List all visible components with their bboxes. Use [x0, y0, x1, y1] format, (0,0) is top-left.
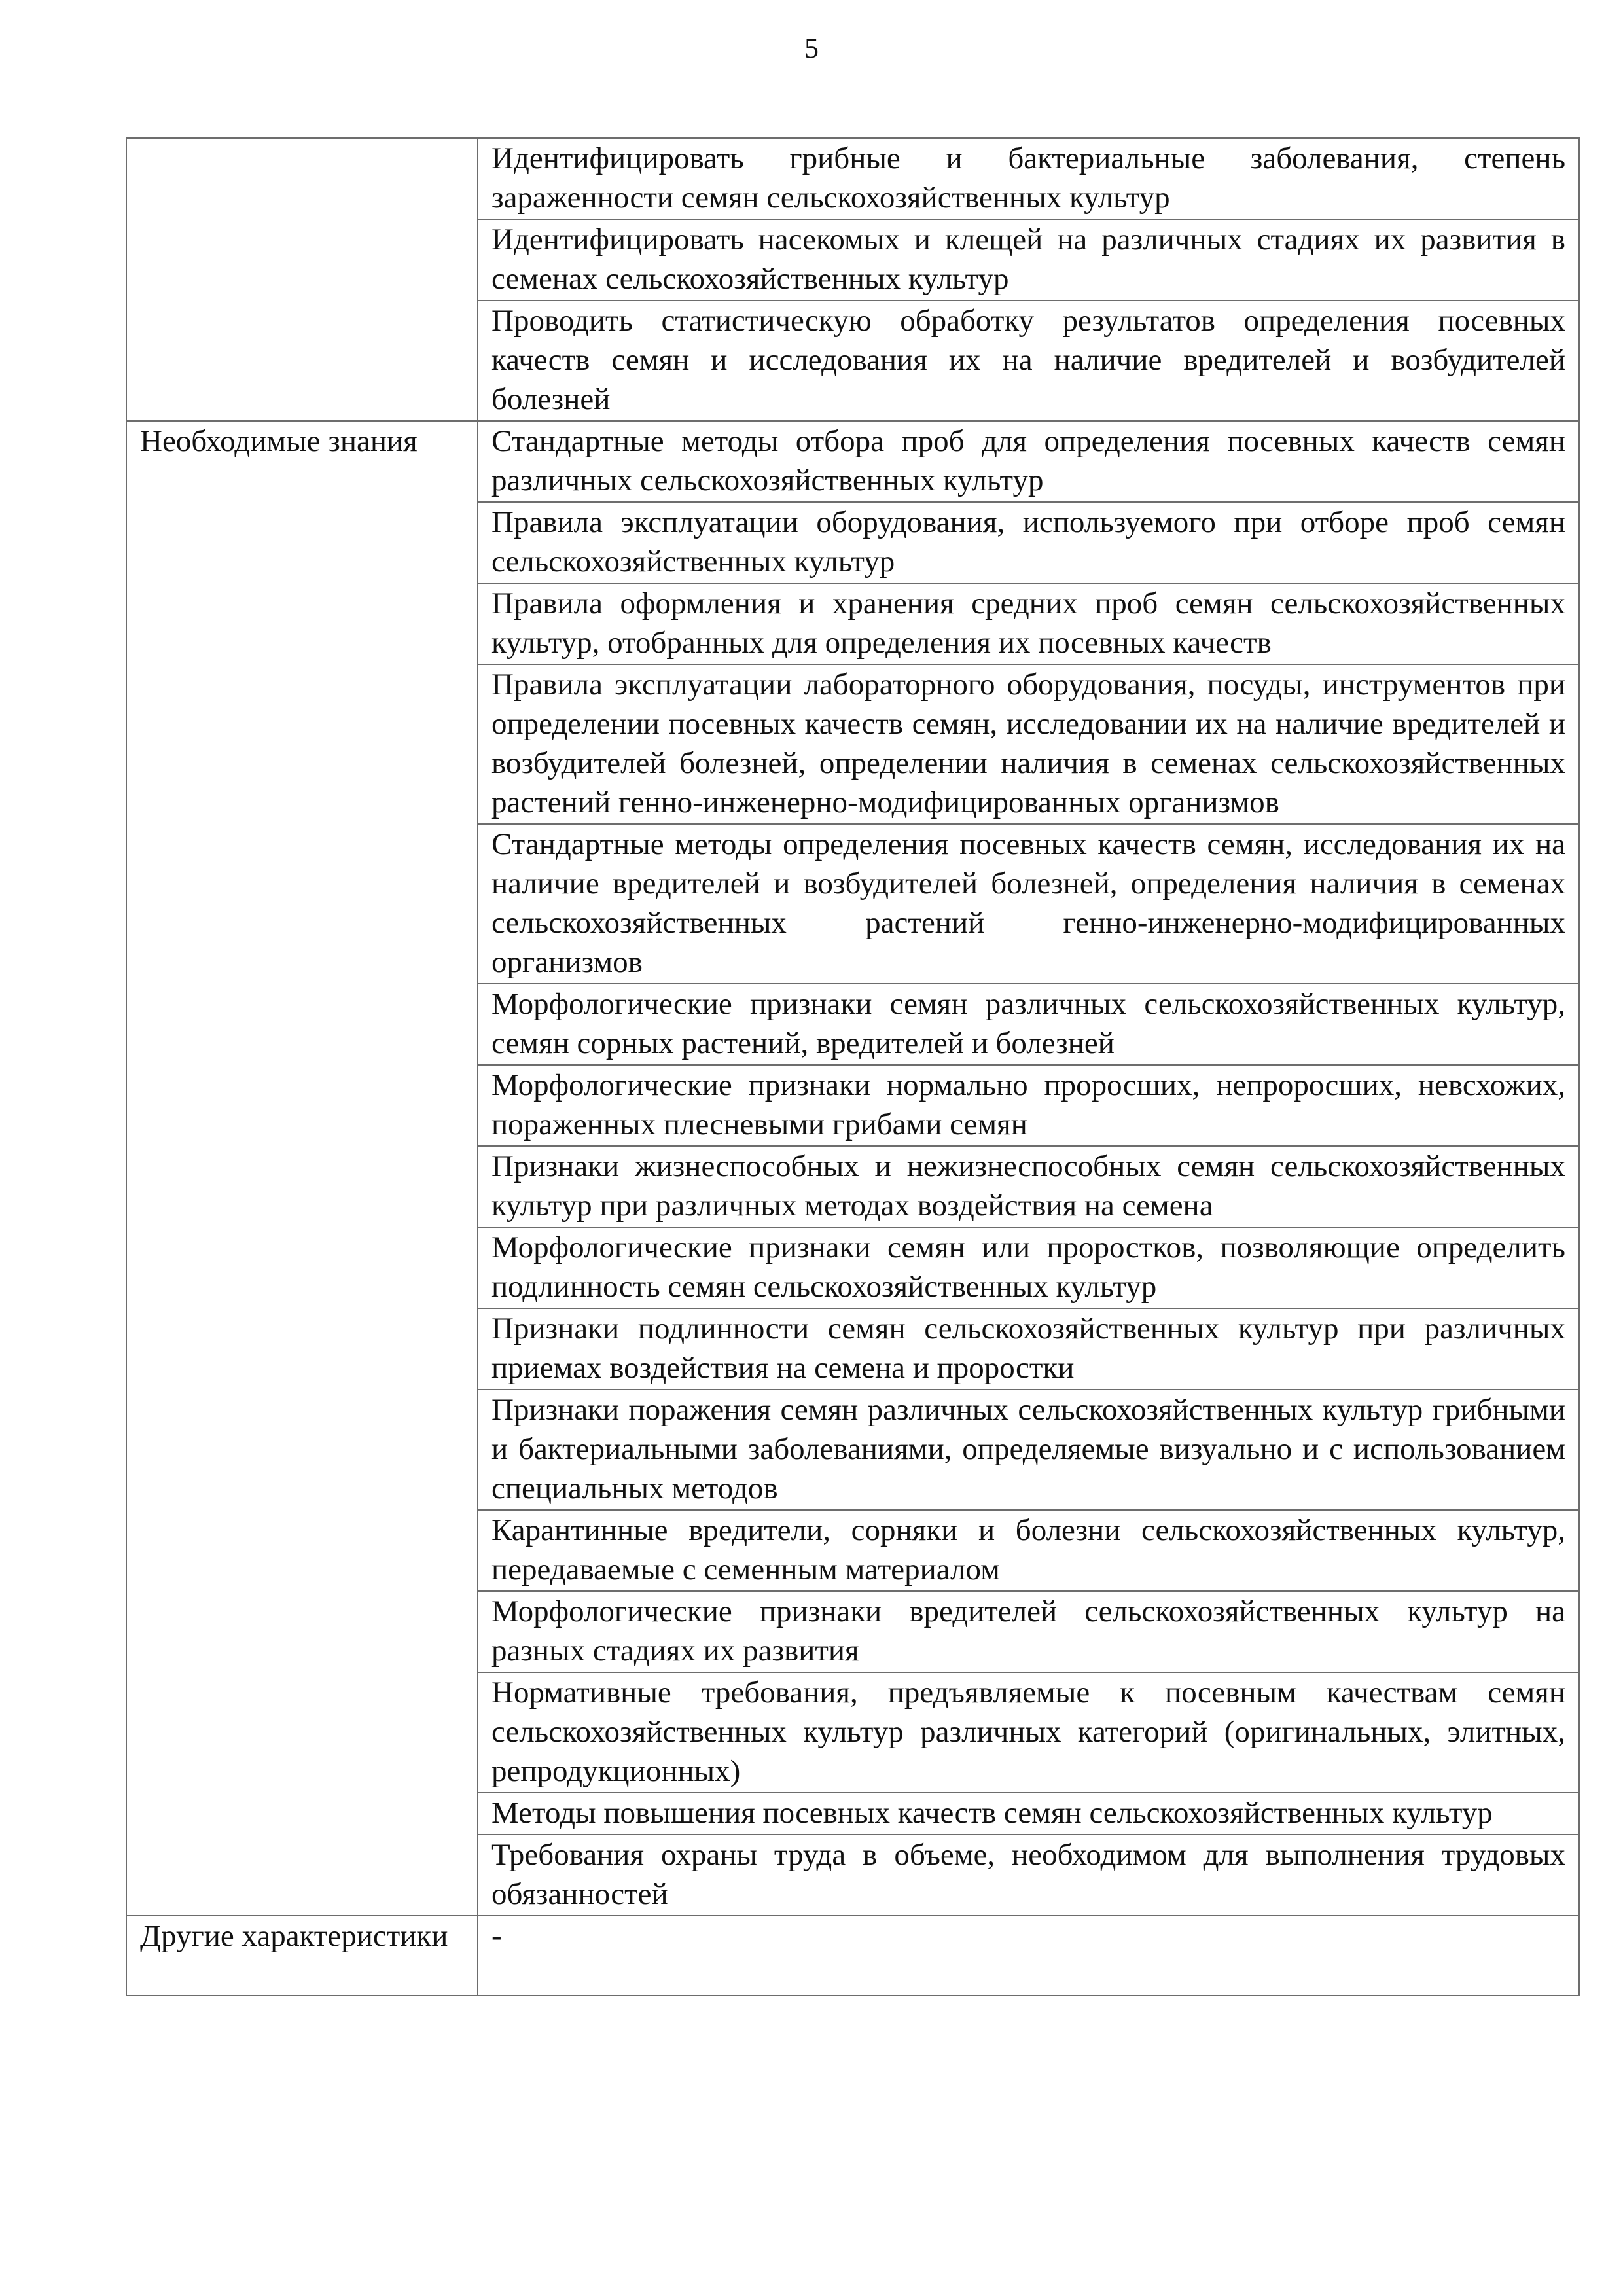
knowledge-label: Необходимые знания [126, 421, 478, 1916]
knowledge-item: Признаки поражения семян различных сельскохозяйственных культур грибными и бактериальными заболеваниями, определяемые визуально и с использованием специальных методов [478, 1390, 1579, 1510]
other-characteristics-value: - [478, 1916, 1579, 1996]
page-number: 5 [804, 32, 819, 64]
knowledge-item: Правила эксплуатации оборудования, используемого при отборе проб семян сельскохозяйственных культур [478, 502, 1579, 583]
knowledge-item: Признаки жизнеспособных и нежизнеспособных семян сельскохозяйственных культур при различных методах воздействия на семена [478, 1146, 1579, 1227]
knowledge-item: Морфологические признаки вредителей сельскохозяйственных культур на разных стадиях их развития [478, 1591, 1579, 1672]
knowledge-item: Морфологические признаки семян различных сельскохозяйственных культур, семян сорных растений, вредителей и болезней [478, 984, 1579, 1065]
section-label-empty [126, 138, 478, 421]
knowledge-item: Требования охраны труда в объеме, необходимом для выполнения трудовых обязанностей [478, 1835, 1579, 1916]
knowledge-item: Правила оформления и хранения средних проб семян сельскохозяйственных культур, отобранных для определения их посевных качеств [478, 583, 1579, 664]
knowledge-item: Морфологические признаки нормально проросших, непроросших, невсхожих, пораженных плесневыми грибами семян [478, 1065, 1579, 1146]
skill-item: Идентифицировать грибные и бактериальные заболевания, степень зараженности семян сельскохозяйственных культур [478, 138, 1579, 219]
knowledge-item: Стандартные методы отбора проб для определения посевных качеств семян различных сельскохозяйственных культур [478, 421, 1579, 502]
knowledge-item: Нормативные требования, предъявляемые к посевным качествам семян сельскохозяйственных культур различных категорий (оригинальных, элитных, репродукционных) [478, 1672, 1579, 1793]
characteristics-table [126, 137, 1580, 1996]
knowledge-item: Признаки подлинности семян сельскохозяйственных культур при различных приемах воздействия на семена и проростки [478, 1308, 1579, 1390]
knowledge-item: Морфологические признаки семян или проростков, позволяющие определить подлинность семян сельскохозяйственных культур [478, 1227, 1579, 1308]
other-characteristics-label: Другие характеристики [126, 1916, 478, 1996]
knowledge-item: Правила эксплуатации лабораторного оборудования, посуды, инструментов при определении посевных качеств семян, исследовании их на наличие вредителей и возбудителей болезней, определении наличия в семенах сельскохозяйственных растений генно-инженерно-модифицированных организмов [478, 664, 1579, 824]
table-row [126, 421, 1579, 502]
skill-item: Проводить статистическую обработку результатов определения посевных качеств семян и исследования их на наличие вредителей и возбудителей болезней [478, 300, 1579, 421]
knowledge-item: Методы повышения посевных качеств семян сельскохозяйственных культур [478, 1793, 1579, 1835]
table-row [126, 138, 1579, 219]
skill-item: Идентифицировать насекомых и клещей на различных стадиях их развития в семенах сельскохозяйственных культур [478, 219, 1579, 300]
knowledge-item: Стандартные методы определения посевных качеств семян, исследования их на наличие вредителей и возбудителей болезней, определения наличия в семенах сельскохозяйственных растений генно-инженерно-модифицированных организмов [478, 824, 1579, 984]
table-row [126, 1916, 1579, 1996]
knowledge-item: Карантинные вредители, сорняки и болезни сельскохозяйственных культур, передаваемые с семенным материалом [478, 1510, 1579, 1591]
